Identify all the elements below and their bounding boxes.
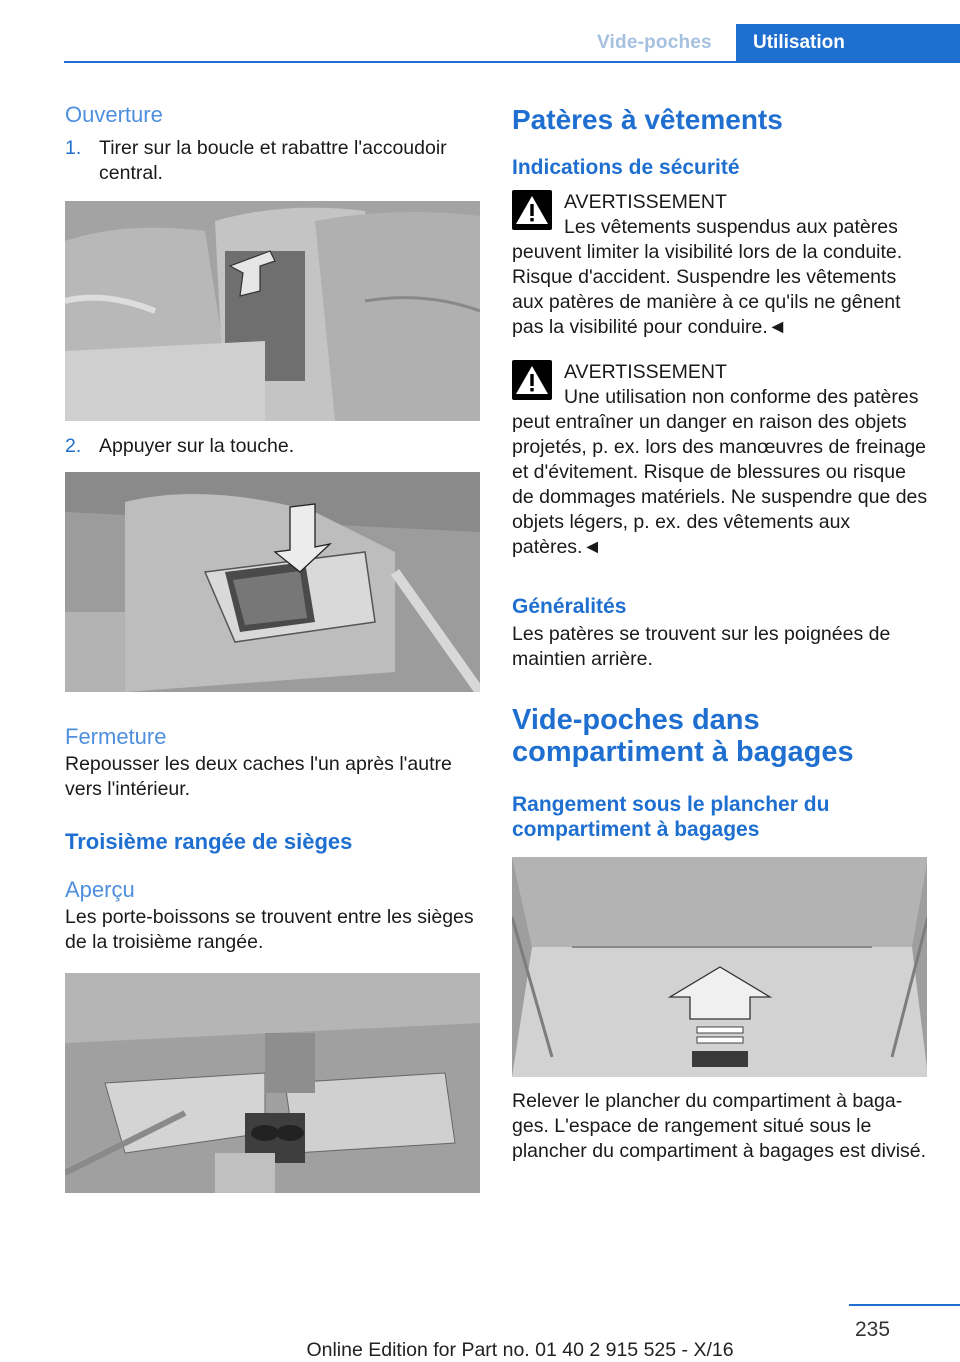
warning-1: [512, 190, 928, 340]
warning-text: Les vêtements suspendus aux patères peuvent limiter la visibilité lors de la conduite. Risque d'accident. Suspendre les vêtements aux patères de manière à ce qu'ils ne gênent pas la visibilité pour conduire.◄: [512, 216, 903, 338]
left-column: [65, 100, 480, 1193]
step-text: Appuyer sur la touche.: [99, 435, 295, 457]
button-image: [65, 472, 480, 692]
fermeture-text: Repousser les deux caches l'un après l'autre vers l'intérieur.: [65, 753, 452, 800]
step-number: 2.: [65, 435, 82, 457]
running-header: [0, 24, 960, 62]
armrest-image: [65, 201, 480, 421]
cupholder-image: [65, 973, 480, 1193]
footer-rule: [849, 1304, 960, 1306]
header-rule: [64, 61, 960, 63]
apercu-text: Les porte-boissons se trouvent entre les sièges de la troisième rangée.: [65, 906, 474, 953]
fermeture-heading: Fermeture: [65, 724, 167, 749]
warning-label: AVERTISSEMENT: [564, 361, 727, 383]
ouverture-heading: Ouverture: [65, 102, 163, 127]
step-number: 1.: [65, 137, 82, 159]
warning-label: AVERTISSEMENT: [564, 191, 727, 213]
section-label: Vide-poches: [597, 32, 712, 53]
edition-footer: Online Edition for Part no. 01 40 2 915 525 - X/16: [306, 1339, 734, 1361]
warning-triangle-icon: [512, 360, 552, 400]
underfloor-text: Relever le plancher du compartiment à bagages. L'espace de rangement situé sous le plancher du compartiment à bagages est divisé.: [512, 1090, 927, 1162]
third-row-heading: Troisième rangée de sièges: [65, 829, 353, 854]
general-text: Les patères se trouvent sur les poignées de maintien arrière.: [512, 623, 891, 670]
general-heading: Généralités: [512, 595, 627, 618]
apercu-heading: Aperçu: [65, 877, 135, 902]
page-number: 235: [855, 1318, 891, 1341]
warning-triangle-icon: [512, 190, 552, 230]
trunk-floor-image: [512, 857, 927, 1077]
step-2: [65, 434, 480, 459]
luggage-heading: Vide-poches dans compartiment à bagages: [512, 704, 854, 768]
warning-text: Une utilisation non conforme des patères peut entraîner un danger en raison des objets projetés, p. ex. lors des manœuvres de freinage et d'évitement. Risque de blessures ou risque de dommages matériels. Ne suspendre que des objets légers, p. ex. des vêtements aux patères.◄: [512, 386, 928, 558]
right-column: [512, 100, 928, 1164]
hooks-heading: Patères à vêtements: [512, 104, 783, 135]
step-1: [65, 136, 480, 186]
warning-2: [512, 360, 928, 560]
safety-heading: Indications de sécurité: [512, 156, 740, 179]
chapter-tab: Utilisation: [736, 24, 960, 62]
step-text: Tirer sur la boucle et rabattre l'accoudoir central.: [99, 137, 447, 184]
underfloor-heading: Rangement sous le plancher du compartiment à bagages: [512, 793, 830, 841]
